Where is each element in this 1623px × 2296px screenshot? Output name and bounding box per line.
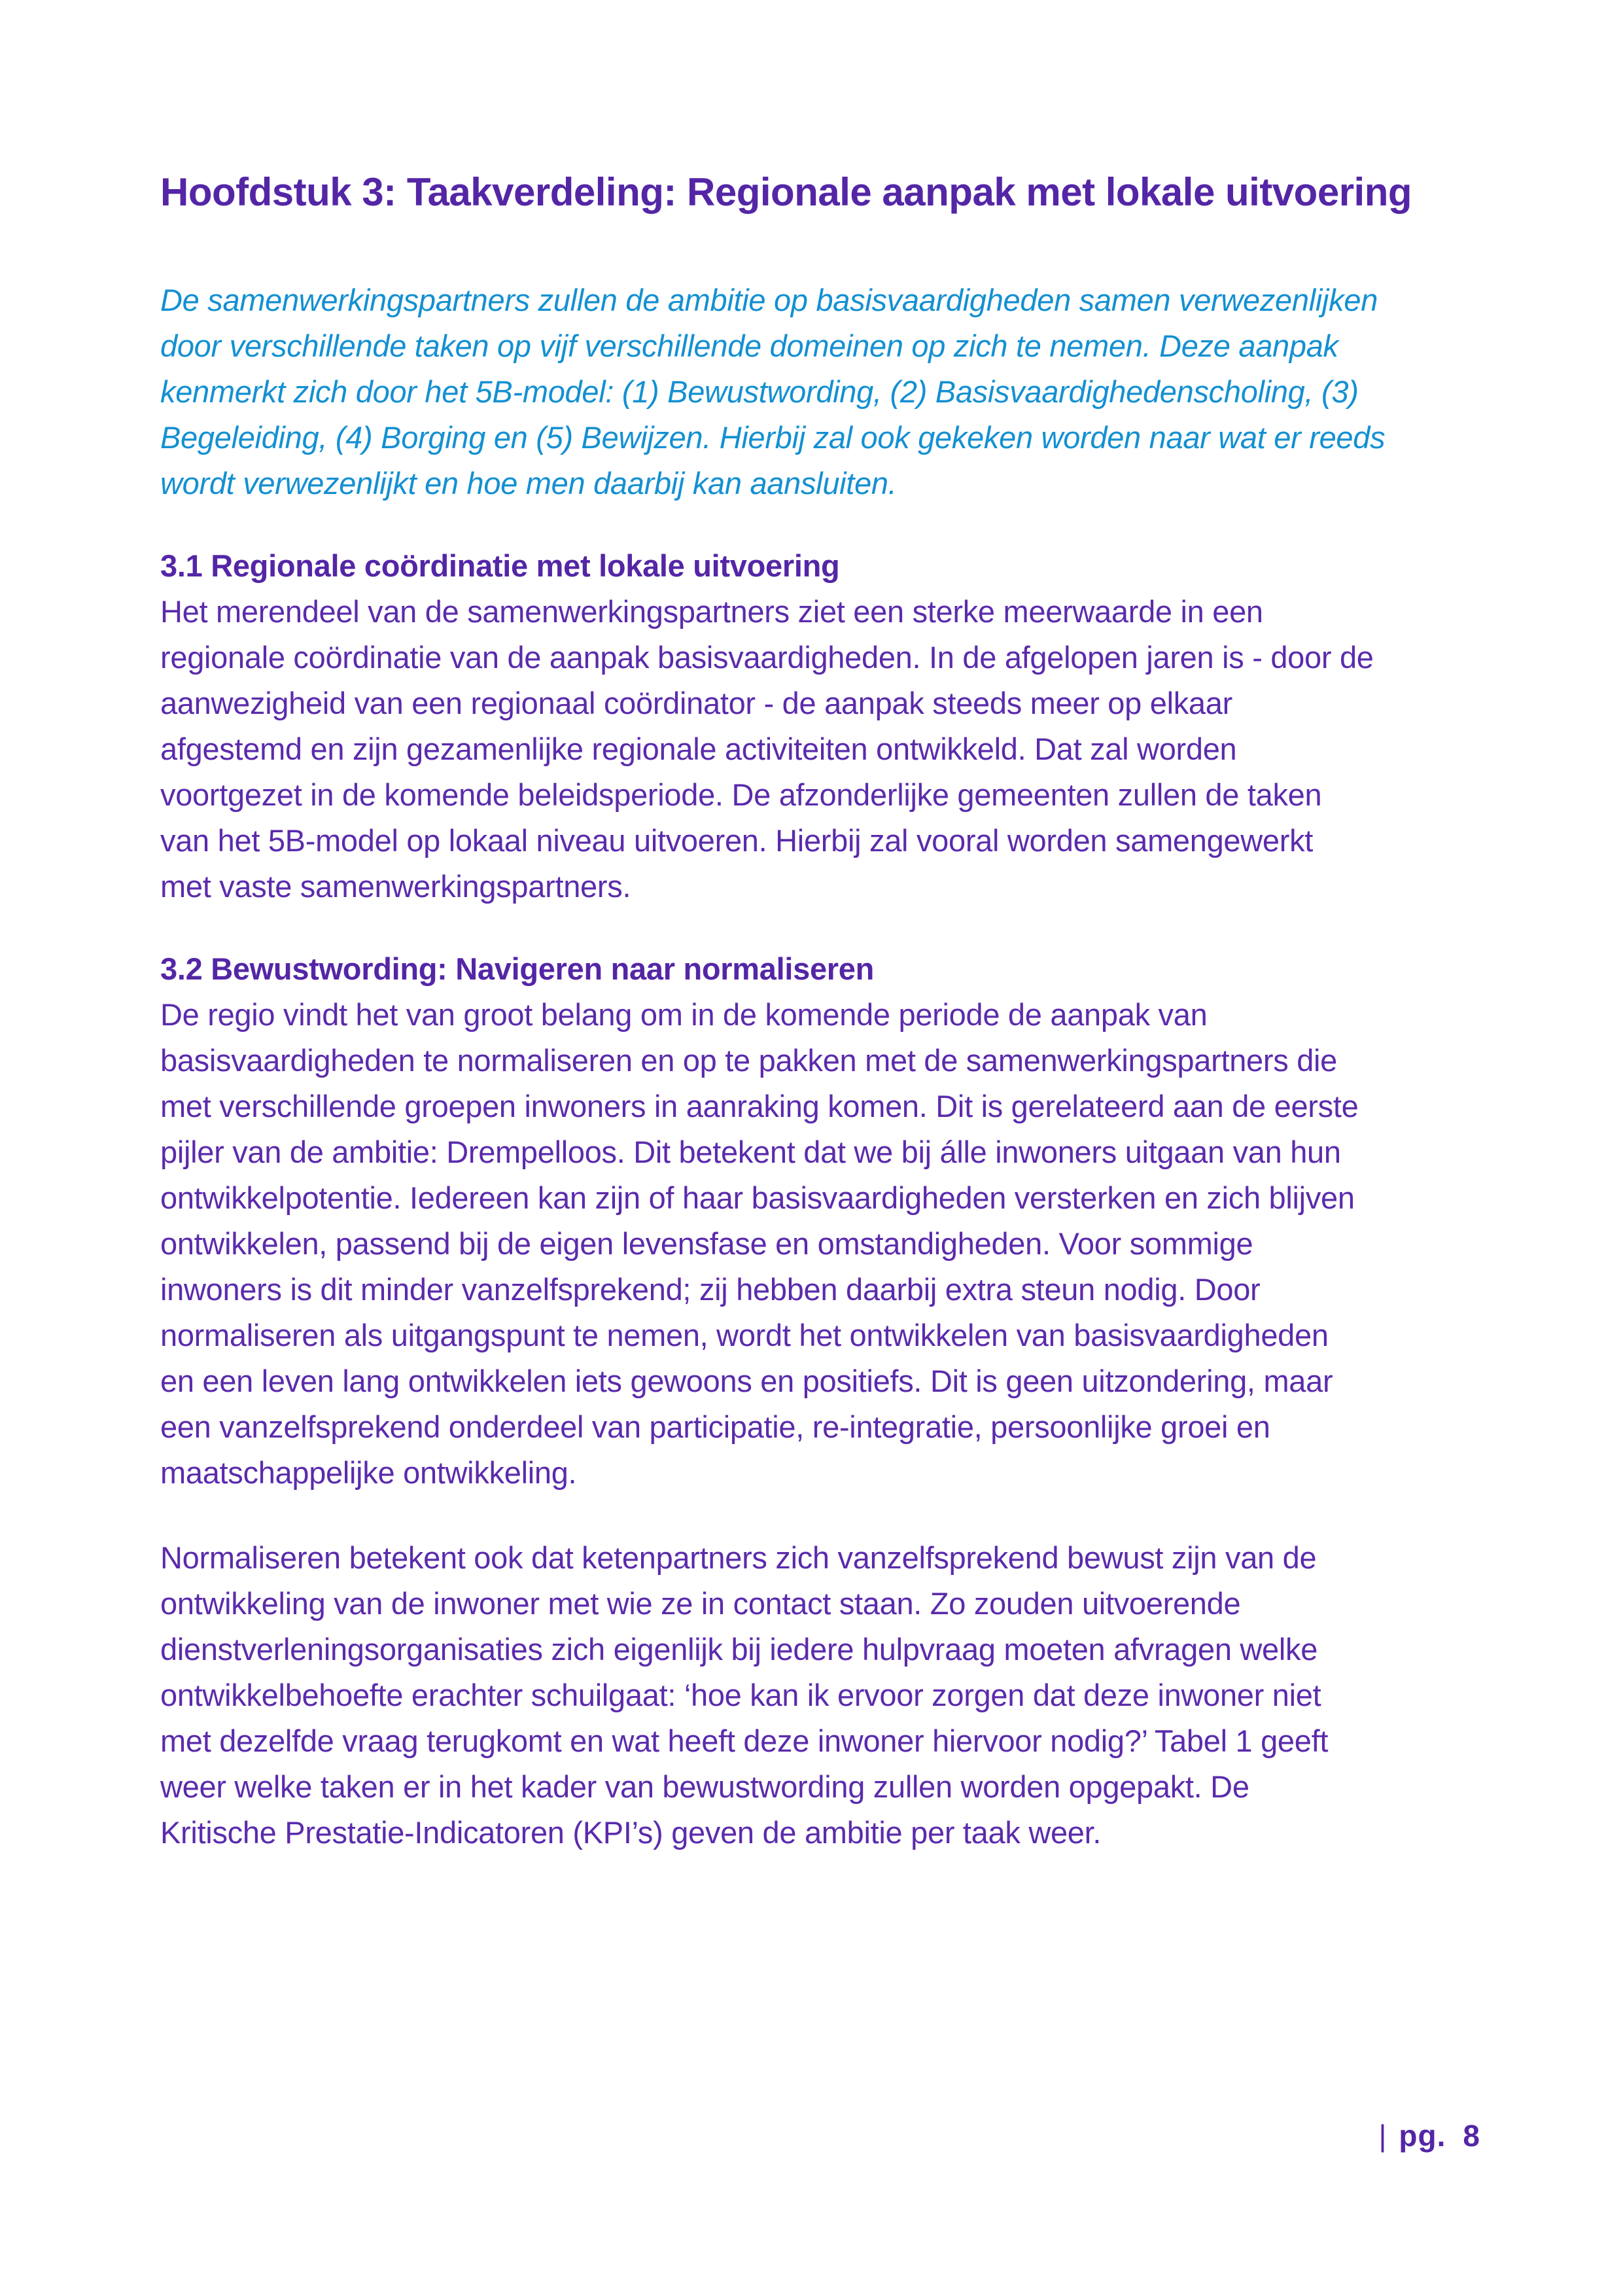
section-3-1-heading: 3.1 Regionale coördinatie met lokale uitvoering	[160, 548, 840, 583]
text-line: met dezelfde vraag terugkomt en wat heeft deze inwoner hiervoor nodig?’ Tabel 1 geeft	[160, 1723, 1329, 1758]
text-line: ontwikkeling van de inwoner met wie ze in contact staan. Zo zouden uitvoerende	[160, 1586, 1241, 1621]
text-line: De samenwerkingspartners zullen de ambitie op basisvaardigheden samen verwezenlijken	[160, 283, 1378, 317]
text-line: een vanzelfsprekend onderdeel van participatie, re-integratie, persoonlijke groei en	[160, 1409, 1270, 1444]
text-line: door verschillende taken op vijf verschillende domeinen op zich te nemen. Deze aanpak	[160, 328, 1338, 363]
text-line: met verschillende groepen inwoners in aanraking komen. Dit is gerelateerd aan de eerste	[160, 1089, 1359, 1123]
text-line: basisvaardigheden te normaliseren en op te pakken met de samenwerkingspartners die	[160, 1043, 1338, 1078]
text-line: pijler van de ambitie: Drempelloos. Dit betekent dat we bij álle inwoners uitgaan van hun	[160, 1135, 1341, 1169]
text-line: dienstverleningsorganisaties zich eigenlijk bij iedere hulpvraag moeten afvragen welke	[160, 1632, 1318, 1667]
chapter-title: Hoofdstuk 3: Taakverdeling: Regionale aanpak met lokale uitvoering	[160, 170, 1412, 214]
text-line: Begeleiding, (4) Borging en (5) Bewijzen. Hierbij zal ook gekeken worden naar wat er reeds	[160, 420, 1386, 455]
document-blocks	[160, 277, 1473, 1856]
footer-page-number: 8	[1463, 2119, 1480, 2153]
section-3-2-heading: 3.2 Bewustwording: Navigeren naar normaliseren	[160, 951, 875, 986]
text-line: De regio vindt het van groot belang om in de komende periode de aanpak van	[160, 997, 1208, 1032]
text-line: en een leven lang ontwikkelen iets gewoons en positiefs. Dit is geen uitzondering, maar	[160, 1364, 1333, 1398]
text-line: Het merendeel van de samenwerkingspartners ziet een sterke meerwaarde in een	[160, 594, 1263, 629]
footer-page-label: pg.	[1399, 2119, 1446, 2153]
text-line: weer welke taken er in het kader van bewustwording zullen worden opgepakt. De	[160, 1769, 1249, 1804]
text-line: maatschappelijke ontwikkeling.	[160, 1455, 577, 1490]
text-line: kenmerkt zich door het 5B-model: (1) Bewustwording, (2) Basisvaardighedenscholing, (3)	[160, 374, 1359, 409]
text-line: wordt verwezenlijkt en hoe men daarbij kan aansluiten.	[160, 466, 897, 501]
text-line: Kritische Prestatie-Indicatoren (KPI’s) geven de ambitie per taak weer.	[160, 1815, 1102, 1850]
footer-separator: |	[1378, 2119, 1387, 2153]
text-line: ontwikkelpotentie. Iedereen kan zijn of haar basisvaardigheden versterken en zich blijven	[160, 1180, 1355, 1215]
text-line: aanwezigheid van een regionaal coördinator - de aanpak steeds meer op elkaar	[160, 686, 1232, 720]
document-content	[160, 168, 1473, 1856]
text-line: met vaste samenwerkingspartners.	[160, 869, 631, 904]
section-3-1-body	[160, 589, 1473, 910]
text-line: voortgezet in de komende beleidsperiode. De afzonderlijke gemeenten zullen de taken	[160, 777, 1322, 812]
text-line: ontwikkelbehoefte erachter schuilgaat: ‘hoe kan ik ervoor zorgen dat deze inwoner niet	[160, 1678, 1321, 1712]
text-line: Normaliseren betekent ook dat ketenpartners zich vanzelfsprekend bewust zijn van de	[160, 1540, 1317, 1575]
text-line: afgestemd en zijn gezamenlijke regionale activiteiten ontwikkeld. Dat zal worden	[160, 732, 1237, 766]
page-footer	[1378, 2117, 1480, 2154]
text-line: ontwikkelen, passend bij de eigen levensfase en omstandigheden. Voor sommige	[160, 1226, 1253, 1261]
text-line: van het 5B-model op lokaal niveau uitvoeren. Hierbij zal vooral worden samengewerkt	[160, 823, 1314, 858]
section-3-2-body	[160, 992, 1473, 1496]
intro-paragraph	[160, 277, 1473, 506]
text-line: regionale coördinatie van de aanpak basisvaardigheden. In de afgelopen jaren is - door de	[160, 640, 1374, 675]
text-line: normaliseren als uitgangspunt te nemen, wordt het ontwikkelen van basisvaardigheden	[160, 1318, 1329, 1352]
normaliseren-ketenpartners-paragraph	[160, 1535, 1473, 1856]
text-line: inwoners is dit minder vanzelfsprekend; zij hebben daarbij extra steun nodig. Door	[160, 1272, 1261, 1307]
